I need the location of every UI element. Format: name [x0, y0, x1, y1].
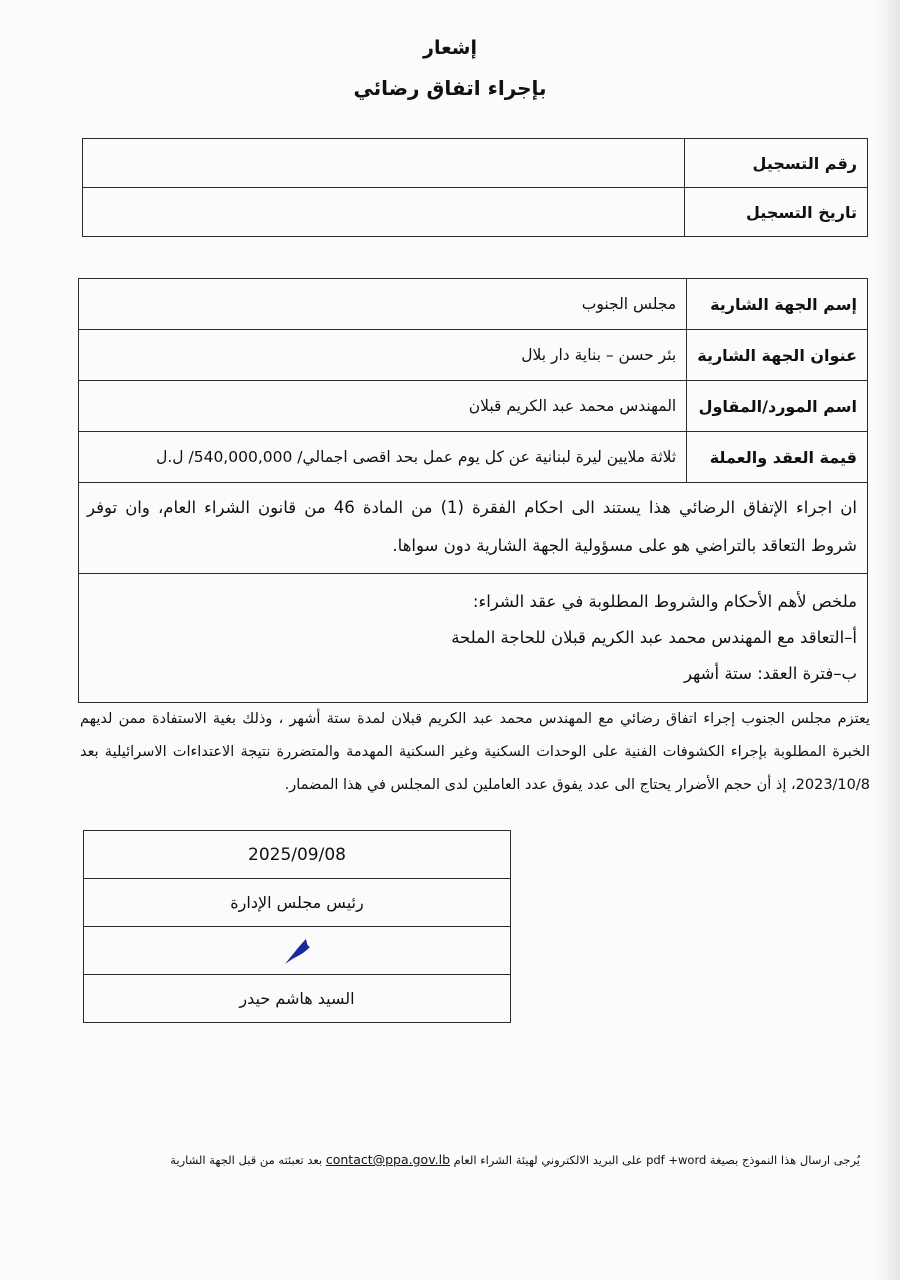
contractor-name-label: اسم المورد/المقاول: [687, 381, 868, 432]
contract-value-value: ثلاثة ملايين ليرة لبنانية عن كل يوم عمل بحد اقصى اجمالي/ 540,000,000/ ل.ل: [79, 432, 687, 483]
signatory-name-row: [84, 975, 511, 1023]
intent-paragraph: يعتزم مجلس الجنوب إجراء اتفاق رضائي مع المهندس محمد عبد الكريم قبلان لمدة ستة أشهر ، وذلك بغية الاستفادة ممن لديهم الخبرة المطلوبة بإجراء الكشوفات الفنية على الوحدات السكنية وغير السكنية المهدمة والمتضررة نتيجة الاعتداءات الاسرائيلية بعد 2023/10/8، إذ أن حجم الأضرار يحتاج الى عدد يفوق عدد العاملين لدى المجلس في هذا المضمار.: [80, 711, 870, 793]
signature-table: [83, 830, 511, 1023]
contractor-name-value: المهندس محمد عبد الكريم قبلان: [79, 381, 687, 432]
summary-heading: ملخص لأهم الأحكام والشروط المطلوبة في عقد الشراء:: [472, 592, 857, 611]
contract-info-table: [78, 278, 868, 703]
summary-cell: [79, 574, 868, 703]
summary-row: [79, 574, 868, 703]
signature-date-row: [84, 831, 511, 879]
contact-email-link[interactable]: contact@ppa.gov.lb: [325, 1152, 451, 1167]
signatory-position: رئيس مجلس الإدارة: [84, 879, 511, 927]
document-subtitle: بإجراء اتفاق رضائي: [353, 76, 547, 100]
contract-value-row: [79, 432, 868, 483]
contract-value-label: قيمة العقد والعملة: [687, 432, 868, 483]
signature-cell: [84, 927, 511, 975]
registration-number-row: [83, 139, 868, 188]
buyer-name-row: [79, 279, 868, 330]
footer-text-after: بعد تعبئته من قبل الجهة الشارية: [170, 1153, 326, 1167]
footer-text-before: يُرجى ارسال هذا النموذج بصيغة pdf +word على البريد الالكتروني لهيئة الشراء العام: [450, 1153, 860, 1167]
signatory-position-row: [84, 879, 511, 927]
document-title: إشعار: [423, 37, 477, 59]
registration-date-field: [83, 188, 685, 237]
legal-basis-row: [79, 483, 868, 574]
registration-date-row: [83, 188, 868, 237]
signature-icon: [282, 936, 312, 966]
legal-basis-text: ان اجراء الإتفاق الرضائي هذا يستند الى احكام الفقرة (1) من المادة 46 من قانون الشراء العام، وان توفر شروط التعاقد بالتراضي هو على مسؤولية الجهة الشارية دون سواها.: [79, 483, 868, 574]
registration-table: [82, 138, 868, 237]
page-edge-shadow: [872, 0, 900, 1280]
buyer-address-label: عنوان الجهة الشارية: [687, 330, 868, 381]
registration-number-field: [83, 139, 685, 188]
footer-instructions: [60, 1152, 860, 1167]
buyer-name-value: مجلس الجنوب: [79, 279, 687, 330]
contractor-name-row: [79, 381, 868, 432]
summary-item: أ–التعاقد مع المهندس محمد عبد الكريم قبلان للحاجة الملحة: [451, 628, 857, 647]
signatory-name: السيد هاشم حيدر: [84, 975, 511, 1023]
buyer-name-label: إسم الجهة الشارية: [687, 279, 868, 330]
signature-date: 2025/09/08: [84, 831, 511, 879]
buyer-address-value: بئر حسن – بناية دار بلال: [79, 330, 687, 381]
registration-date-label: تاريخ التسجيل: [685, 188, 868, 237]
summary-item: ب–فترة العقد: ستة أشهر: [683, 664, 857, 683]
registration-number-label: رقم التسجيل: [685, 139, 868, 188]
buyer-address-row: [79, 330, 868, 381]
signature-row: [84, 927, 511, 975]
